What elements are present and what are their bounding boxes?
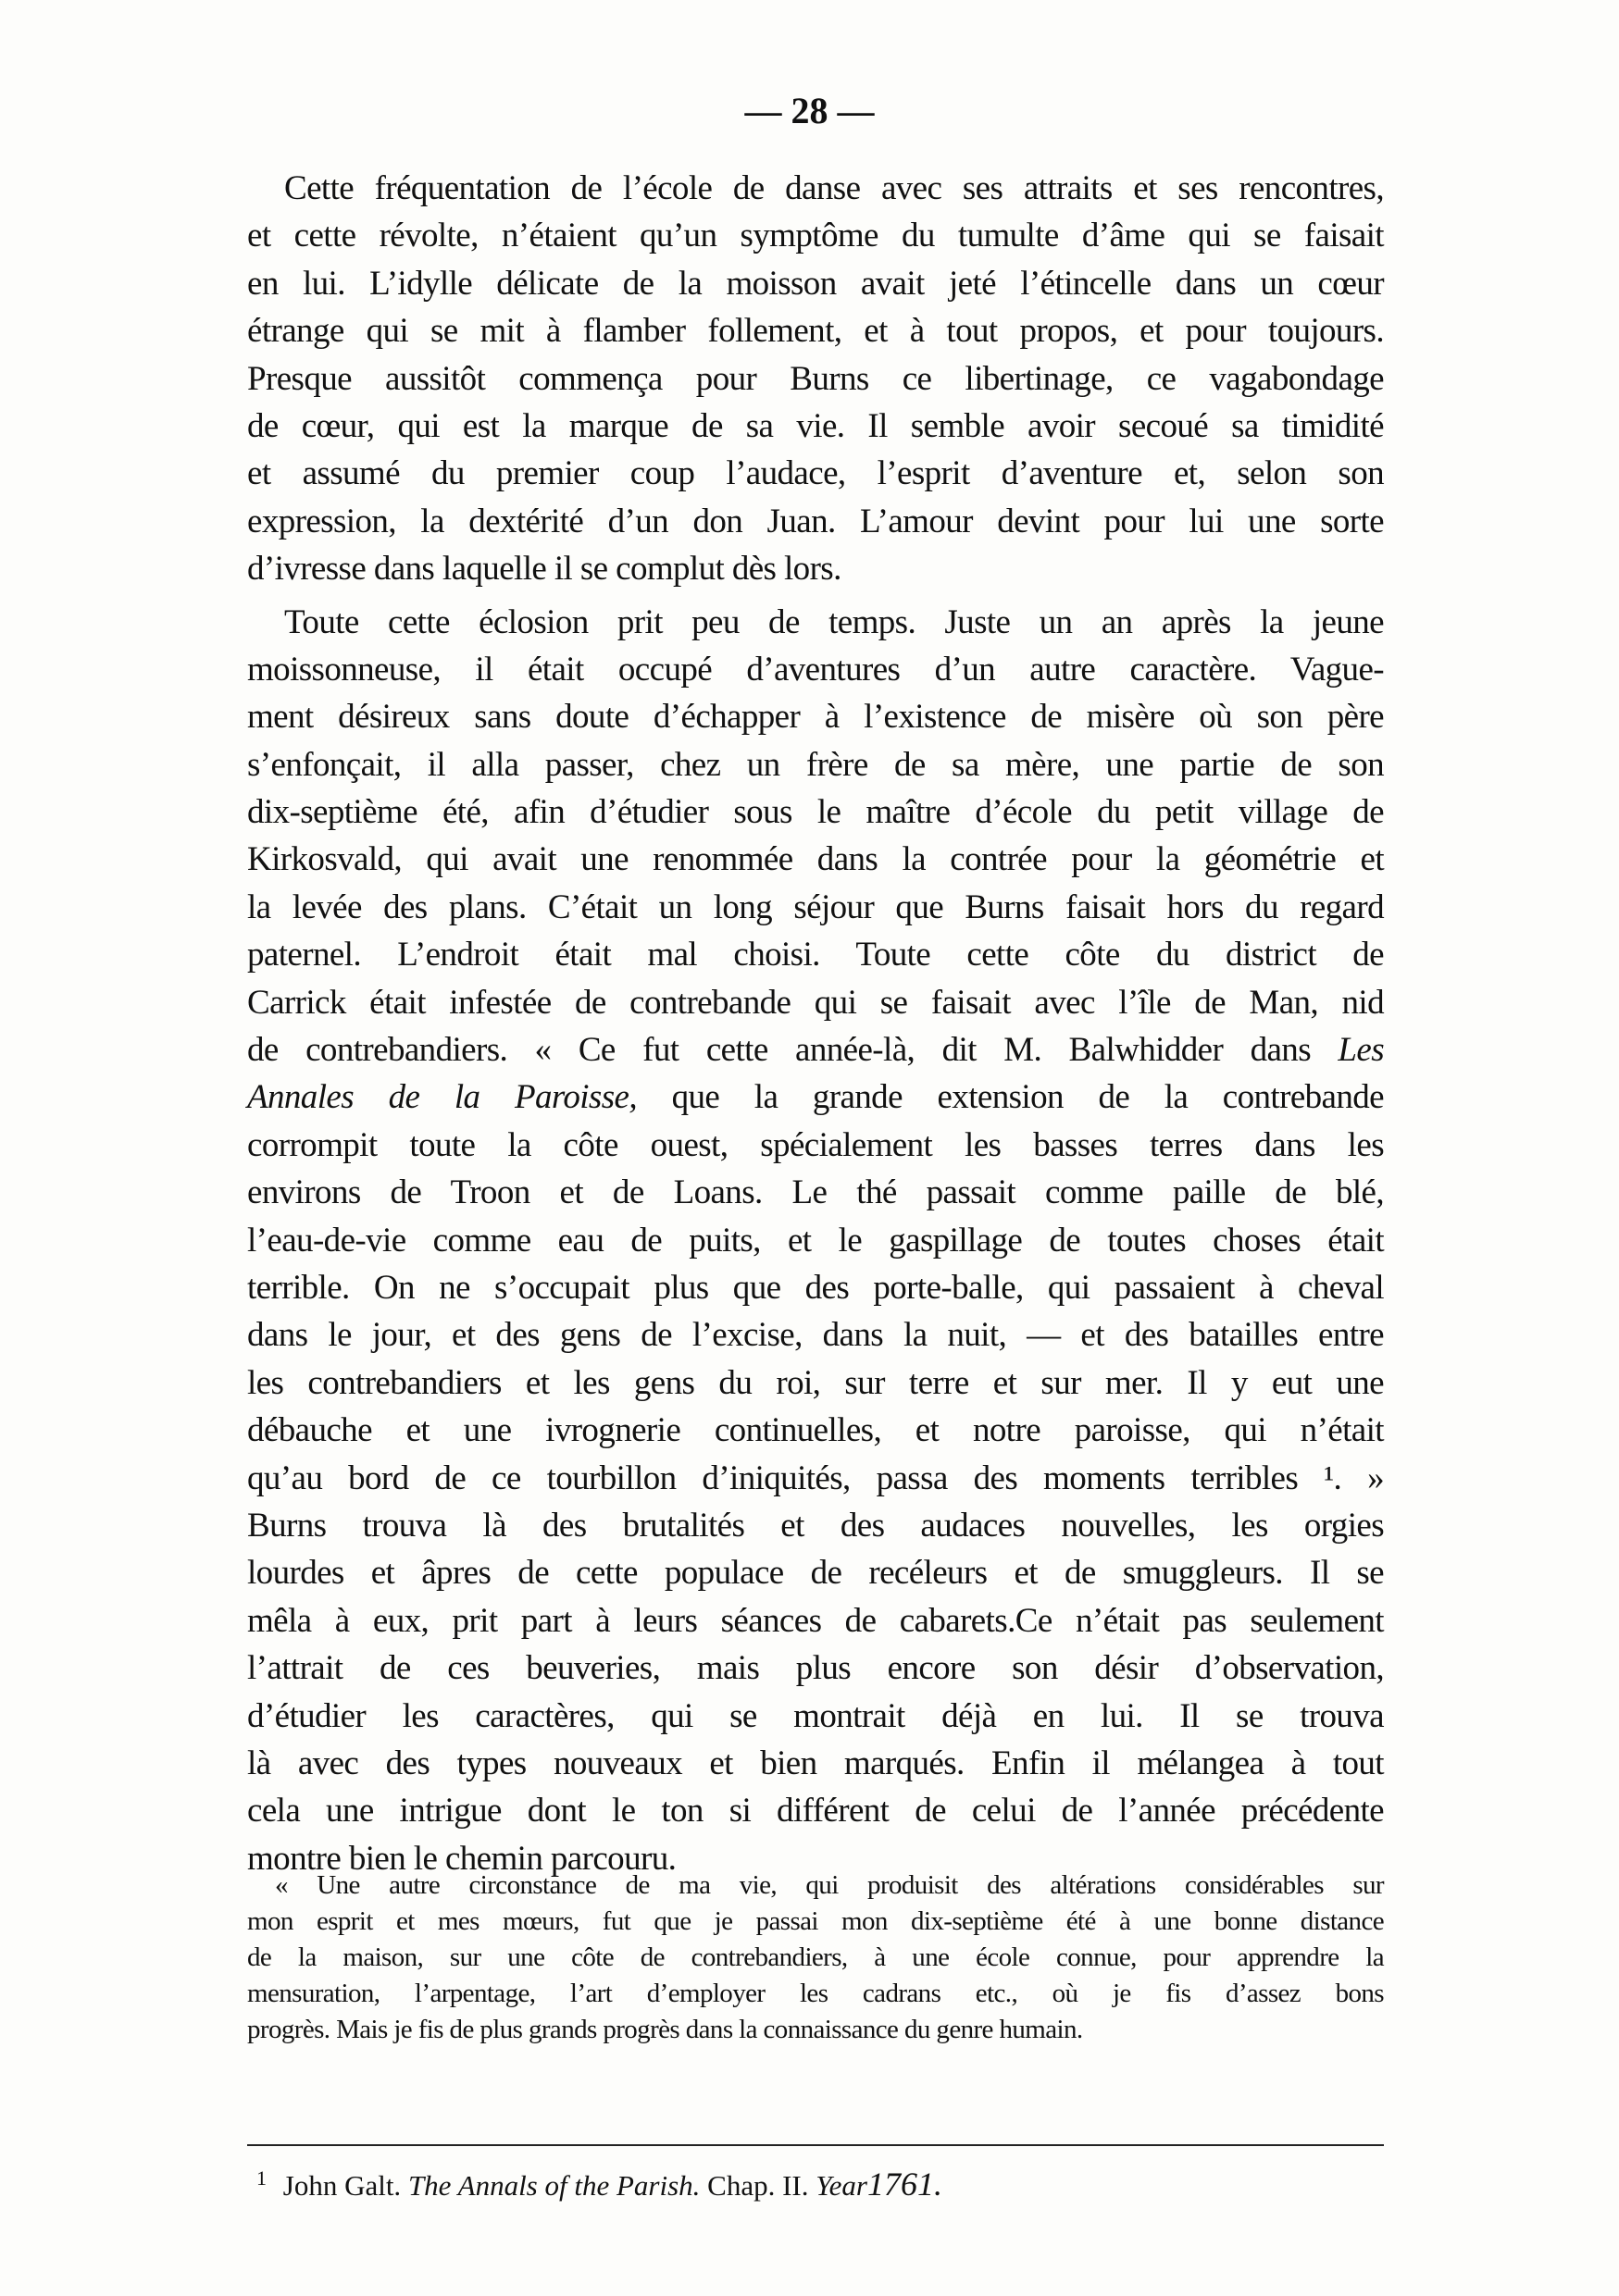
text-line: de contrebandiers. « Ce fut cette année-là, dit M. Balwhidder dans Les	[247, 1031, 1384, 1070]
text-line: et cette révolte, n’étaient qu’un symptôme du tumulte d’âme qui se faisait	[247, 217, 1384, 255]
text-line: dans le jour, et des gens de l’excise, dans la nuit, — et des batailles entre	[247, 1316, 1384, 1355]
text-line: de cœur, qui est la marque de sa vie. Il semble avoir secoué sa timidité	[247, 406, 1384, 445]
text-line: la levée des plans. C’était un long séjour que Burns faisait hors du regard	[247, 887, 1384, 926]
footnote-mark: 1	[256, 2166, 267, 2190]
footnote-author: John Galt.	[282, 2169, 402, 2202]
quote-line: mensuration, l’arpentage, l’art d’employer les cadrans etc., où je fis d’assez bons	[247, 1979, 1384, 2008]
text-line: d’ivresse dans laquelle il se complut dès lors.	[247, 550, 841, 589]
footnote-title: The Annals of the Parish.	[407, 2169, 701, 2202]
text-line: terrible. On ne s’occupait plus que des porte-balle, qui passaient à cheval	[247, 1268, 1384, 1307]
text-line: en lui. L’idylle délicate de la moisson avait jeté l’étincelle dans un cœur	[247, 264, 1384, 303]
text-line: qu’au bord de ce tourbillon d’iniquités, passa des moments terribles ¹. »	[247, 1458, 1384, 1497]
text-line: Burns trouva là des brutalités et des audaces nouvelles, les orgies	[247, 1506, 1384, 1545]
text-line: expression, la dextérité d’un don Juan. L’amour devint pour lui une sorte	[247, 502, 1384, 540]
text-line: Toute cette éclosion prit peu de temps. Juste un an après la jeune	[284, 602, 1384, 641]
quote-line: progrès. Mais je fis de plus grands progrès dans la connaissance du genre humain.	[247, 2015, 1083, 2044]
footnote	[256, 2165, 942, 2203]
text-line: d’étudier les caractères, qui se montrait déjà en lui. Il se trouva	[247, 1696, 1384, 1735]
text-line: débauche et une ivrognerie continuelles, et notre paroisse, qui n’était	[247, 1411, 1384, 1450]
main-text	[247, 165, 1384, 1882]
text-line: Presque aussitôt commença pour Burns ce libertinage, ce vagabondage	[247, 359, 1384, 398]
quote-line: de la maison, sur une côte de contrebandiers, à une école connue, pour apprendre la	[247, 1942, 1384, 1972]
text-line: là avec des types nouveaux et bien marqués. Enfin il mélangea à tout	[247, 1744, 1384, 1782]
footnote-chapter: Chap. II.	[707, 2169, 809, 2202]
text-line: les contrebandiers et les gens du roi, sur terre et sur mer. Il y eut une	[247, 1363, 1384, 1402]
footnote-year: 1761.	[866, 2166, 942, 2203]
footnote-year-label: Year	[816, 2169, 867, 2202]
text-line: Kirkosvald, qui avait une renommée dans la contrée pour la géométrie et	[247, 840, 1384, 879]
text-line: environs de Troon et de Loans. Le thé passait comme paille de blé,	[247, 1173, 1384, 1212]
text-line: montre bien le chemin parcouru.	[247, 1839, 677, 1878]
text-line: ment désireux sans doute d’échapper à l’existence de misère où son père	[247, 698, 1384, 737]
text-line: étrange qui se mit à flamber follement, et à tout propos, et pour toujours.	[247, 312, 1384, 351]
text-line: lourdes et âpres de cette populace de recéleurs et de smuggleurs. Il se	[247, 1554, 1384, 1593]
text-line: et assumé du premier coup l’audace, l’esprit d’aventure et, selon son	[247, 454, 1384, 493]
text-line: corrompit toute la côte ouest, spécialement les basses terres dans les	[247, 1125, 1384, 1164]
text-line: l’attrait de ces beuveries, mais plus encore son désir d’observation,	[247, 1649, 1384, 1688]
text-line: Cette fréquentation de l’école de danse avec ses attraits et ses rencontres,	[284, 169, 1384, 207]
text-line: moissonneuse, il était occupé d’aventures d’un autre caractère. Vague-	[247, 650, 1384, 689]
text-line: paternel. L’endroit était mal choisi. Toute cette côte du district de	[247, 936, 1384, 974]
book-title-italic: Annales de la Paroisse,	[247, 1078, 637, 1117]
text-line: dix-septième été, afin d’étudier sous le maître d’école du petit village de	[247, 793, 1384, 832]
text-line: mêla à eux, prit part à leurs séances de cabarets.Ce n’était pas seulement	[247, 1601, 1384, 1640]
text-line: l’eau-de-vie comme eau de puits, et le gaspillage de toutes choses était	[247, 1221, 1384, 1260]
text-line: Annales de la Paroisse, que la grande extension de la contrebande	[247, 1078, 1385, 1117]
quote-line: mon esprit et mes mœurs, fut que je passai mon dix-septième été à une bonne distance	[247, 1906, 1384, 1936]
text-line: cela une intrigue dont le ton si différent de celui de l’année précédente	[247, 1792, 1384, 1831]
footnote-rule	[247, 2144, 1384, 2146]
text-line: Carrick était infestée de contrebande qui se faisait avec l’île de Man, nid	[247, 983, 1384, 1022]
footnote-quote	[247, 1868, 1384, 2048]
quote-line: « Une autre circonstance de ma vie, qui produisit des altérations considérables sur	[275, 1870, 1384, 1900]
text-line: s’enfonçait, il alla passer, chez un frère de sa mère, une partie de son	[247, 745, 1384, 784]
page-number: — 28 —	[744, 90, 875, 131]
book-title-italic: Les	[1338, 1031, 1384, 1070]
